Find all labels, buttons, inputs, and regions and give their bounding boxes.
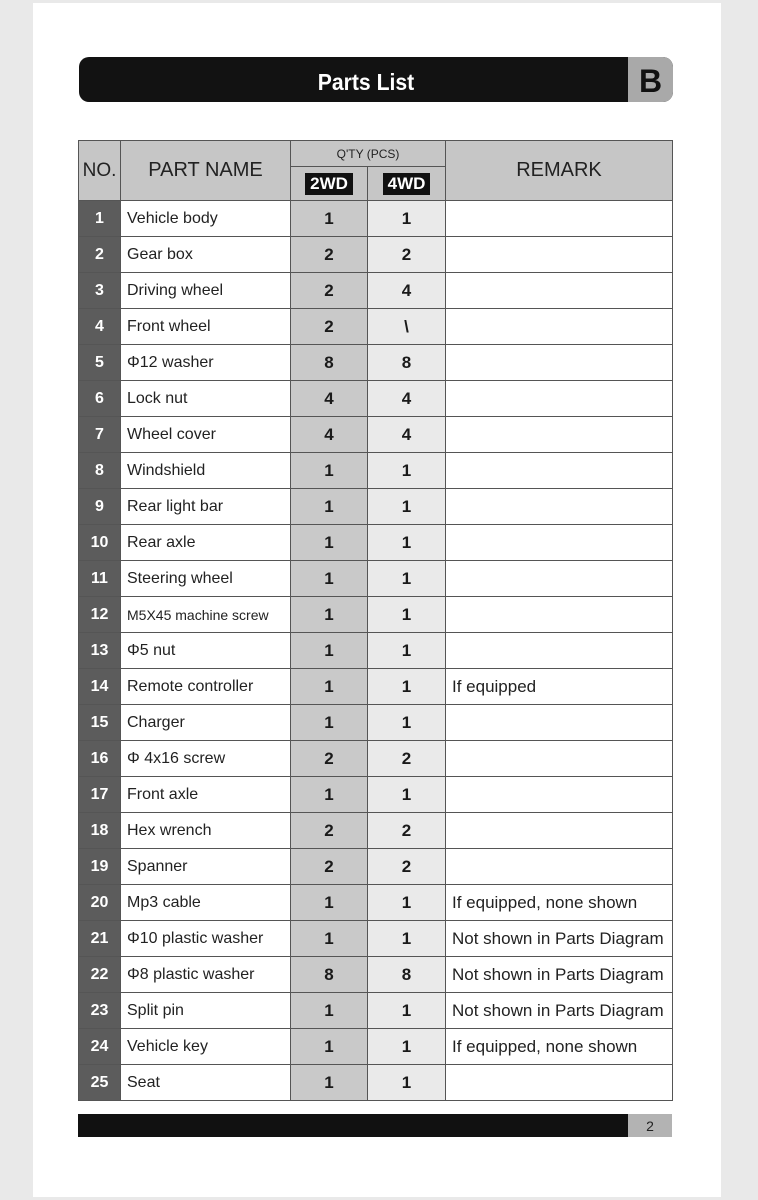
remark (446, 345, 673, 381)
4wd-label: 4WD (383, 173, 431, 195)
qty-4wd: 4 (368, 273, 446, 309)
row-number: 23 (79, 993, 121, 1029)
qty-4wd: 1 (368, 669, 446, 705)
table-row (79, 597, 673, 633)
column-header-qty: Q'TY (PCS) (291, 141, 446, 167)
row-number: 4 (79, 309, 121, 345)
row-number: 20 (79, 885, 121, 921)
table-row (79, 489, 673, 525)
qty-4wd: 4 (368, 417, 446, 453)
table-row (79, 741, 673, 777)
qty-4wd: \ (368, 309, 446, 345)
column-header-2wd (291, 167, 368, 201)
table-row (79, 921, 673, 957)
table-row (79, 777, 673, 813)
qty-2wd: 1 (291, 1029, 368, 1065)
table-row (79, 237, 673, 273)
remark (446, 633, 673, 669)
qty-4wd: 1 (368, 993, 446, 1029)
table-row (79, 849, 673, 885)
column-header-4wd (368, 167, 446, 201)
table-row (79, 453, 673, 489)
part-name: Rear light bar (121, 489, 291, 525)
part-name: Rear axle (121, 525, 291, 561)
part-name: Spanner (121, 849, 291, 885)
page-title: Parts List (317, 69, 415, 95)
part-name: Φ10 plastic washer (121, 921, 291, 957)
row-number: 7 (79, 417, 121, 453)
remark (446, 813, 673, 849)
table-row (79, 813, 673, 849)
part-name: Φ8 plastic washer (121, 957, 291, 993)
part-name: Vehicle body (121, 201, 291, 237)
remark (446, 849, 673, 885)
table-row (79, 525, 673, 561)
qty-2wd: 1 (291, 669, 368, 705)
qty-2wd: 2 (291, 273, 368, 309)
part-name: Wheel cover (121, 417, 291, 453)
remark: Not shown in Parts Diagram (446, 993, 673, 1029)
part-name: Vehicle key (121, 1029, 291, 1065)
row-number: 5 (79, 345, 121, 381)
qty-4wd: 2 (368, 741, 446, 777)
qty-4wd: 8 (368, 345, 446, 381)
column-header-remark: REMARK (446, 141, 673, 201)
qty-4wd: 1 (368, 525, 446, 561)
qty-4wd: 1 (368, 201, 446, 237)
table-row (79, 201, 673, 237)
qty-2wd: 1 (291, 993, 368, 1029)
qty-2wd: 2 (291, 237, 368, 273)
part-name: M5X45 machine screw (121, 597, 291, 633)
row-number: 13 (79, 633, 121, 669)
part-name: Remote controller (121, 669, 291, 705)
remark: Not shown in Parts Diagram (446, 921, 673, 957)
table-row (79, 669, 673, 705)
part-name: Φ5 nut (121, 633, 291, 669)
row-number: 12 (79, 597, 121, 633)
row-number: 9 (79, 489, 121, 525)
qty-2wd: 1 (291, 453, 368, 489)
part-name: Seat (121, 1065, 291, 1101)
part-name: Front axle (121, 777, 291, 813)
row-number: 11 (79, 561, 121, 597)
remark (446, 1065, 673, 1101)
row-number: 2 (79, 237, 121, 273)
qty-2wd: 4 (291, 417, 368, 453)
title-bar (79, 57, 673, 102)
row-number: 19 (79, 849, 121, 885)
qty-4wd: 1 (368, 705, 446, 741)
qty-4wd: 1 (368, 1029, 446, 1065)
table-row (79, 417, 673, 453)
qty-2wd: 1 (291, 489, 368, 525)
table-row (79, 993, 673, 1029)
remark (446, 561, 673, 597)
table-row (79, 705, 673, 741)
parts-table (78, 140, 673, 1101)
row-number: 14 (79, 669, 121, 705)
qty-4wd: 1 (368, 633, 446, 669)
qty-2wd: 2 (291, 741, 368, 777)
part-name: Charger (121, 705, 291, 741)
part-name: Driving wheel (121, 273, 291, 309)
row-number: 6 (79, 381, 121, 417)
part-name: Split pin (121, 993, 291, 1029)
qty-4wd: 2 (368, 813, 446, 849)
column-header-part-name: PART NAME (121, 141, 291, 201)
part-name: Hex wrench (121, 813, 291, 849)
table-row (79, 1065, 673, 1101)
qty-4wd: 1 (368, 561, 446, 597)
remark (446, 525, 673, 561)
qty-2wd: 1 (291, 633, 368, 669)
remark (446, 309, 673, 345)
section-badge: B (628, 57, 673, 102)
qty-4wd: 1 (368, 921, 446, 957)
row-number: 1 (79, 201, 121, 237)
remark (446, 273, 673, 309)
part-name: Front wheel (121, 309, 291, 345)
page-number: 2 (628, 1114, 672, 1137)
row-number: 15 (79, 705, 121, 741)
footer-bar (78, 1114, 672, 1137)
remark (446, 201, 673, 237)
qty-2wd: 1 (291, 525, 368, 561)
part-name: Lock nut (121, 381, 291, 417)
remark (446, 453, 673, 489)
row-number: 18 (79, 813, 121, 849)
table-row (79, 273, 673, 309)
remark (446, 705, 673, 741)
qty-2wd: 1 (291, 777, 368, 813)
qty-4wd: 1 (368, 597, 446, 633)
table-row (79, 381, 673, 417)
row-number: 10 (79, 525, 121, 561)
remark: If equipped, none shown (446, 885, 673, 921)
qty-4wd: 1 (368, 453, 446, 489)
qty-2wd: 8 (291, 345, 368, 381)
remark (446, 417, 673, 453)
qty-4wd: 1 (368, 885, 446, 921)
row-number: 8 (79, 453, 121, 489)
qty-4wd: 4 (368, 381, 446, 417)
remark (446, 777, 673, 813)
qty-2wd: 2 (291, 849, 368, 885)
table-row (79, 1029, 673, 1065)
part-name: Windshield (121, 453, 291, 489)
remark (446, 741, 673, 777)
qty-2wd: 1 (291, 705, 368, 741)
qty-2wd: 1 (291, 921, 368, 957)
qty-2wd: 1 (291, 597, 368, 633)
qty-4wd: 1 (368, 777, 446, 813)
qty-2wd: 8 (291, 957, 368, 993)
row-number: 17 (79, 777, 121, 813)
qty-2wd: 1 (291, 561, 368, 597)
qty-2wd: 2 (291, 813, 368, 849)
row-number: 25 (79, 1065, 121, 1101)
part-name: Mp3 cable (121, 885, 291, 921)
2wd-label: 2WD (305, 173, 353, 195)
remark: If equipped, none shown (446, 1029, 673, 1065)
remark: Not shown in Parts Diagram (446, 957, 673, 993)
qty-4wd: 8 (368, 957, 446, 993)
part-name: Φ12 washer (121, 345, 291, 381)
remark: If equipped (446, 669, 673, 705)
qty-2wd: 2 (291, 309, 368, 345)
remark (446, 237, 673, 273)
remark (446, 489, 673, 525)
row-number: 16 (79, 741, 121, 777)
part-name: Steering wheel (121, 561, 291, 597)
row-number: 22 (79, 957, 121, 993)
qty-2wd: 1 (291, 885, 368, 921)
table-row (79, 561, 673, 597)
table-row (79, 885, 673, 921)
remark (446, 597, 673, 633)
table-row (79, 345, 673, 381)
qty-2wd: 1 (291, 1065, 368, 1101)
qty-2wd: 1 (291, 201, 368, 237)
qty-2wd: 4 (291, 381, 368, 417)
remark (446, 381, 673, 417)
qty-4wd: 2 (368, 237, 446, 273)
qty-4wd: 1 (368, 489, 446, 525)
table-row (79, 957, 673, 993)
row-number: 21 (79, 921, 121, 957)
qty-4wd: 1 (368, 1065, 446, 1101)
row-number: 24 (79, 1029, 121, 1065)
table-row (79, 633, 673, 669)
row-number: 3 (79, 273, 121, 309)
qty-4wd: 2 (368, 849, 446, 885)
part-name: Φ 4x16 screw (121, 741, 291, 777)
column-header-no: NO. (79, 141, 121, 201)
table-row (79, 309, 673, 345)
part-name: Gear box (121, 237, 291, 273)
